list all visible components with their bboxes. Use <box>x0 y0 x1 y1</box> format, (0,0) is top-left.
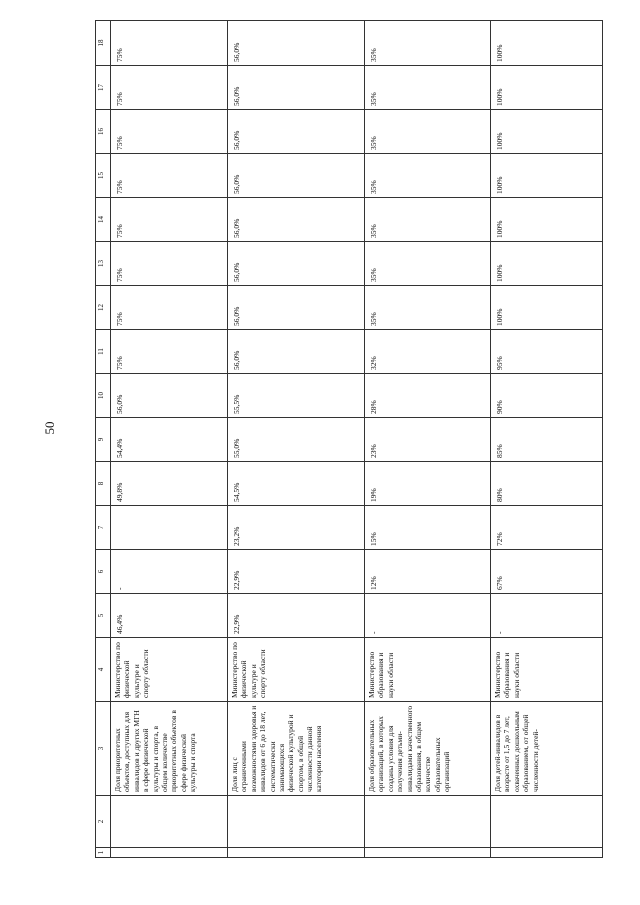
value-cell: 56,0% <box>111 374 228 418</box>
col-header: 8 <box>96 462 111 506</box>
table-row <box>228 21 365 858</box>
value-cell: 35% <box>365 286 491 330</box>
value-cell: 49,8% <box>111 462 228 506</box>
page-number: 50 <box>42 421 57 435</box>
value-cell: 90% <box>491 374 603 418</box>
empty-cell <box>365 848 491 858</box>
value-cell: 23% <box>365 418 491 462</box>
value-cell: - <box>111 550 228 594</box>
col-header: 12 <box>96 286 111 330</box>
empty-cell <box>228 848 365 858</box>
col-header: 15 <box>96 154 111 198</box>
value-cell: 12% <box>365 550 491 594</box>
empty-cell <box>111 848 228 858</box>
value-cell: 35% <box>365 110 491 154</box>
value-cell: 46,4% <box>111 594 228 638</box>
executor-cell: Министерство образования и науки области <box>365 638 491 702</box>
executor-cell: Министерство образования и науки области <box>491 638 603 702</box>
header-row <box>96 21 111 858</box>
table-row <box>365 21 491 858</box>
table-row <box>491 21 603 858</box>
indicator-cell: Доля образовательных организаций, в которых созданы условия для получения детьми-инвалидами качественного образования, в общем количестве образовательных организаций <box>365 702 491 796</box>
table-row <box>111 21 228 858</box>
value-cell: 80% <box>491 462 603 506</box>
value-cell <box>111 506 228 550</box>
value-cell: 100% <box>491 21 603 66</box>
col-header: 10 <box>96 374 111 418</box>
value-cell: 75% <box>111 198 228 242</box>
value-cell: 56,0% <box>228 286 365 330</box>
indicator-cell: Доля детей-инвалидов в возрасте от 1,5 до 7 лет, охваченных дошкольным образованием, от общей численности детей- <box>491 702 603 796</box>
value-cell: 100% <box>491 198 603 242</box>
value-cell: 15% <box>365 506 491 550</box>
indicator-cell: Доля приоритетных объектов, доступных для инвалидов и других МГН в сфере физической культуры и спорта, в общем количестве приоритетных объектов в сфере физической культуры и спорта <box>111 702 228 796</box>
value-cell: 35% <box>365 66 491 110</box>
value-cell: 75% <box>111 330 228 374</box>
col-header: 16 <box>96 110 111 154</box>
value-cell: 100% <box>491 154 603 198</box>
value-cell: 56,0% <box>228 198 365 242</box>
value-cell: 85% <box>491 418 603 462</box>
rotated-table-wrapper <box>95 39 601 858</box>
col-header: 14 <box>96 198 111 242</box>
value-cell: - <box>365 594 491 638</box>
value-cell: 23,2% <box>228 506 365 550</box>
empty-cell <box>491 796 603 848</box>
col-header: 18 <box>96 21 111 66</box>
value-cell: 67% <box>491 550 603 594</box>
value-cell: 54,5% <box>228 462 365 506</box>
value-cell: 56,0% <box>228 330 365 374</box>
value-cell: 19% <box>365 462 491 506</box>
value-cell: 95% <box>491 330 603 374</box>
value-cell: 22,9% <box>228 594 365 638</box>
value-cell: 100% <box>491 110 603 154</box>
value-cell: 75% <box>111 21 228 66</box>
value-cell: 54,4% <box>111 418 228 462</box>
value-cell: 56,0% <box>228 242 365 286</box>
value-cell: 55,5% <box>228 374 365 418</box>
value-cell: 100% <box>491 242 603 286</box>
value-cell: 56,0% <box>228 21 365 66</box>
col-header: 6 <box>96 550 111 594</box>
indicator-cell: Доля лиц с ограниченными возможностями здоровья и инвалидов от 6 до 18 лет, систематически занимающихся физической культурой и спортом, в общей численности данной категории населения <box>228 702 365 796</box>
col-header: 17 <box>96 66 111 110</box>
value-cell: 100% <box>491 286 603 330</box>
col-header: 13 <box>96 242 111 286</box>
empty-cell <box>228 796 365 848</box>
value-cell: - <box>491 594 603 638</box>
value-cell: 75% <box>111 154 228 198</box>
value-cell: 22,9% <box>228 550 365 594</box>
col-header: 7 <box>96 506 111 550</box>
col-header: 2 <box>96 796 111 848</box>
value-cell: 35% <box>365 198 491 242</box>
value-cell: 28% <box>365 374 491 418</box>
indicators-table <box>95 20 603 858</box>
col-header: 3 <box>96 702 111 796</box>
value-cell: 35% <box>365 21 491 66</box>
col-header: 5 <box>96 594 111 638</box>
col-header: 11 <box>96 330 111 374</box>
value-cell: 75% <box>111 66 228 110</box>
value-cell: 56,0% <box>228 66 365 110</box>
value-cell: 35% <box>365 154 491 198</box>
value-cell: 72% <box>491 506 603 550</box>
col-header: 1 <box>96 848 111 858</box>
value-cell: 75% <box>111 242 228 286</box>
executor-cell: Министерство по физической культуре и спорту области <box>228 638 365 702</box>
empty-cell <box>111 796 228 848</box>
value-cell: 56,0% <box>228 110 365 154</box>
value-cell: 35% <box>365 242 491 286</box>
empty-cell <box>491 848 603 858</box>
col-header: 4 <box>96 638 111 702</box>
value-cell: 100% <box>491 66 603 110</box>
empty-cell <box>365 796 491 848</box>
value-cell: 32% <box>365 330 491 374</box>
value-cell: 56,0% <box>228 154 365 198</box>
value-cell: 75% <box>111 110 228 154</box>
col-header: 9 <box>96 418 111 462</box>
value-cell: 55,0% <box>228 418 365 462</box>
value-cell: 75% <box>111 286 228 330</box>
executor-cell: Министерство по физической культуре и спорту области <box>111 638 228 702</box>
